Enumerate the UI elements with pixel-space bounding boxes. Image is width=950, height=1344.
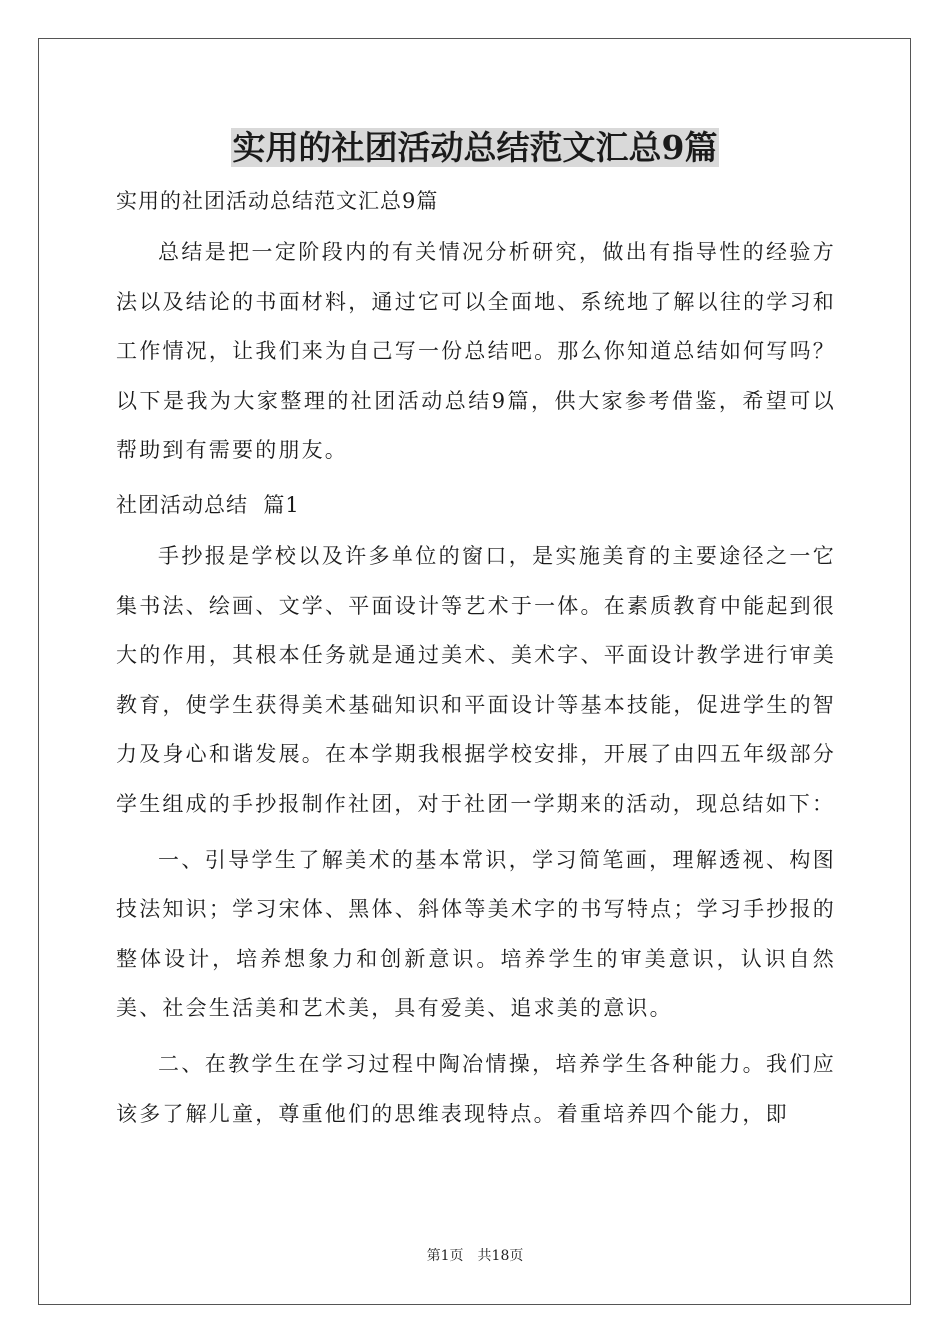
document-title-text: 实用的社团活动总结范文汇总9篇 — [232, 128, 718, 167]
page-footer — [0, 1245, 950, 1265]
body-paragraph-1: 手抄报是学校以及许多单位的窗口，是实施美育的主要途径之一它集书法、绘画、文学、平面设计等艺术于一体。在素质教育中能起到很大的作用，其根本任务就是通过美术、美术字、平面设计教学进行审美教育，使学生获得美术基础知识和平面设计等基本技能，促进学生的智力及身心和谐发展。在本学期我根据学校安排，开展了由四五年级部分学生组成的手抄报制作社团，对于社团一学期来的活动，现总结如下： — [116, 543, 836, 816]
page-number: 第1页 — [426, 1248, 464, 1264]
section-heading: 社团活动总结 篇1 — [116, 492, 300, 517]
intro-paragraph: 总结是把一定阶段内的有关情况分析研究，做出有指导性的经验方法以及结论的书面材料，通过它可以全面地、系统地了解以往的学习和工作情况，让我们来为自己写一份总结吧。那么你知道总结如何写吗？以下是我为大家整理的社团活动总结9篇，供大家参考借鉴，希望可以帮助到有需要的朋友。 — [116, 240, 836, 463]
page-total: 共18页 — [477, 1248, 524, 1264]
document-subtitle: 实用的社团活动总结范文汇总9篇 — [116, 189, 439, 213]
body-paragraph-3: 二、在教学生在学习过程中陶冶情操，培养学生各种能力。我们应该多了解儿童，尊重他们的思维表现特点。着重培养四个能力，即 — [116, 1051, 836, 1126]
document-body — [116, 176, 836, 1145]
document-title — [0, 126, 950, 170]
body-paragraph-2: 一、引导学生了解美术的基本常识，学习简笔画，理解透视、构图技法知识；学习宋体、黑体、斜体等美术字的书写特点；学习手抄报的整体设计，培养想象力和创新意识。培养学生的审美意识，认识自然美、社会生活美和艺术美，具有爱美、追求美的意识。 — [116, 847, 836, 1021]
